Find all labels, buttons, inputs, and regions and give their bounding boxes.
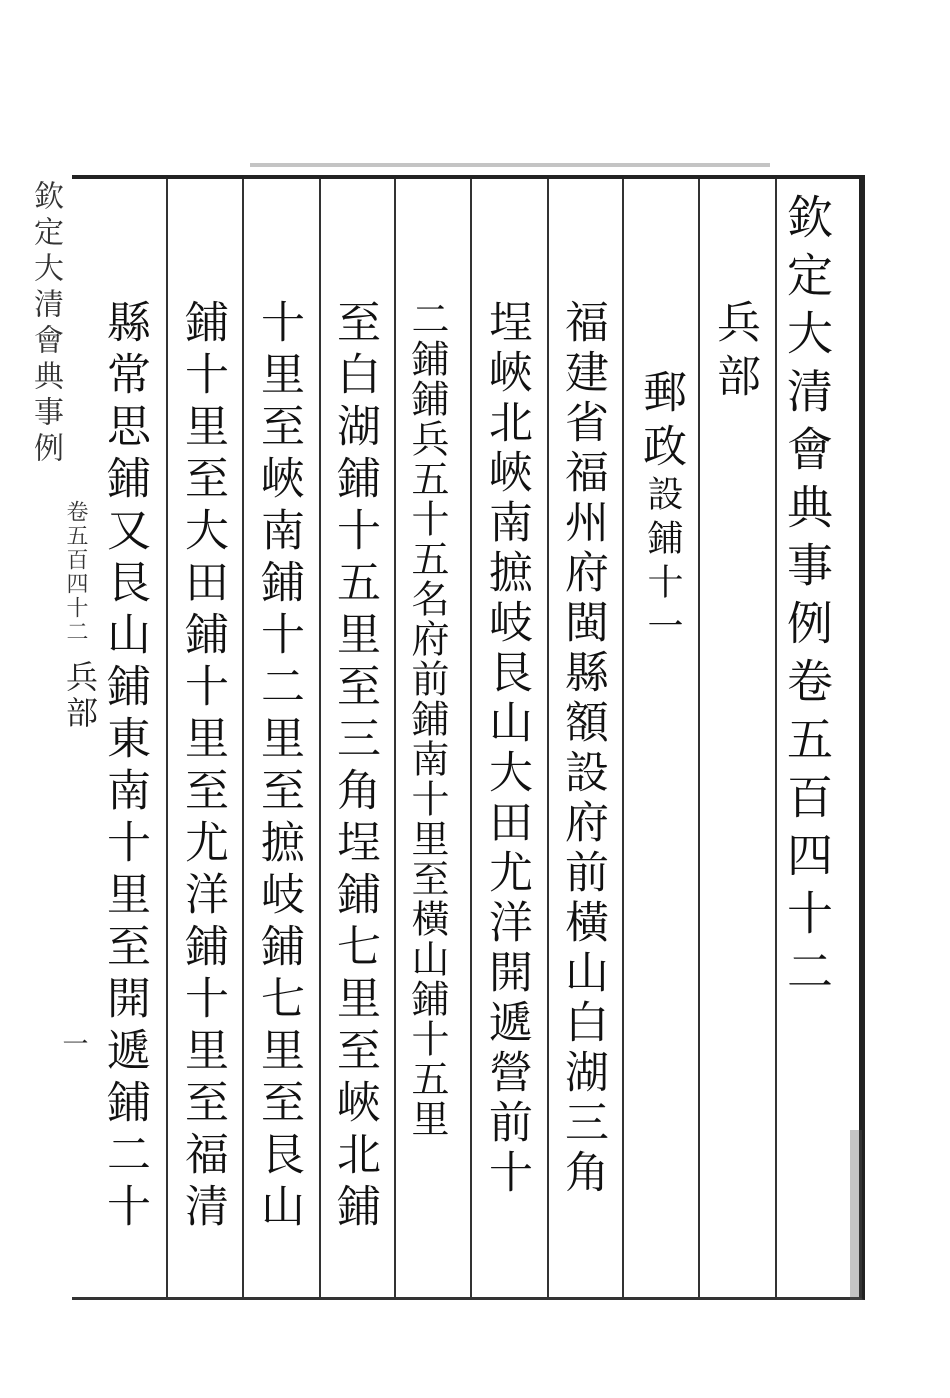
body-column-2: 埕峽北峽南摭岐艮山大田尤洋開遞營前十 bbox=[481, 299, 532, 1199]
margin-title: 欽定大清會典事例 bbox=[28, 180, 63, 468]
department-heading: 兵部 bbox=[709, 299, 760, 407]
subsection-heading: 設鋪十一 bbox=[642, 475, 683, 651]
body-column-4: 至白湖鋪十五里至三角埕鋪七里至峽北鋪 bbox=[329, 299, 380, 1235]
margin-folio: 一 bbox=[58, 1030, 88, 1060]
column-rule bbox=[470, 179, 472, 1297]
column-rule bbox=[242, 179, 244, 1297]
column-rule bbox=[622, 179, 624, 1297]
column-rule bbox=[394, 179, 396, 1297]
body-column-3: 二鋪鋪兵五十五名府前鋪南十里至橫山鋪十五里 bbox=[405, 299, 449, 1139]
page-frame bbox=[72, 175, 865, 1300]
section-heading: 郵政 bbox=[635, 369, 686, 477]
column-rule bbox=[547, 179, 549, 1297]
scan-artifact bbox=[850, 1130, 862, 1300]
column-rule bbox=[775, 179, 777, 1297]
column-rule bbox=[166, 179, 168, 1297]
margin-department: 兵部 bbox=[61, 660, 99, 732]
page-title: 欽定大清會典事例卷五百四十二 bbox=[780, 193, 834, 1005]
scan-artifact bbox=[250, 163, 770, 167]
column-rule bbox=[319, 179, 321, 1297]
body-column-6: 鋪十里至大田鋪十里至尤洋鋪十里至福清 bbox=[177, 299, 228, 1235]
column-rule bbox=[698, 179, 700, 1297]
margin-volume: 卷五百四十二 bbox=[63, 500, 88, 644]
body-column-5: 十里至峽南鋪十二里至摭岐鋪七里至艮山 bbox=[253, 299, 304, 1235]
body-column-7: 縣常思鋪又艮山鋪東南十里至開遞鋪二十 bbox=[99, 299, 150, 1235]
body-column-1: 福建省福州府閩縣額設府前橫山白湖三角 bbox=[557, 299, 608, 1199]
